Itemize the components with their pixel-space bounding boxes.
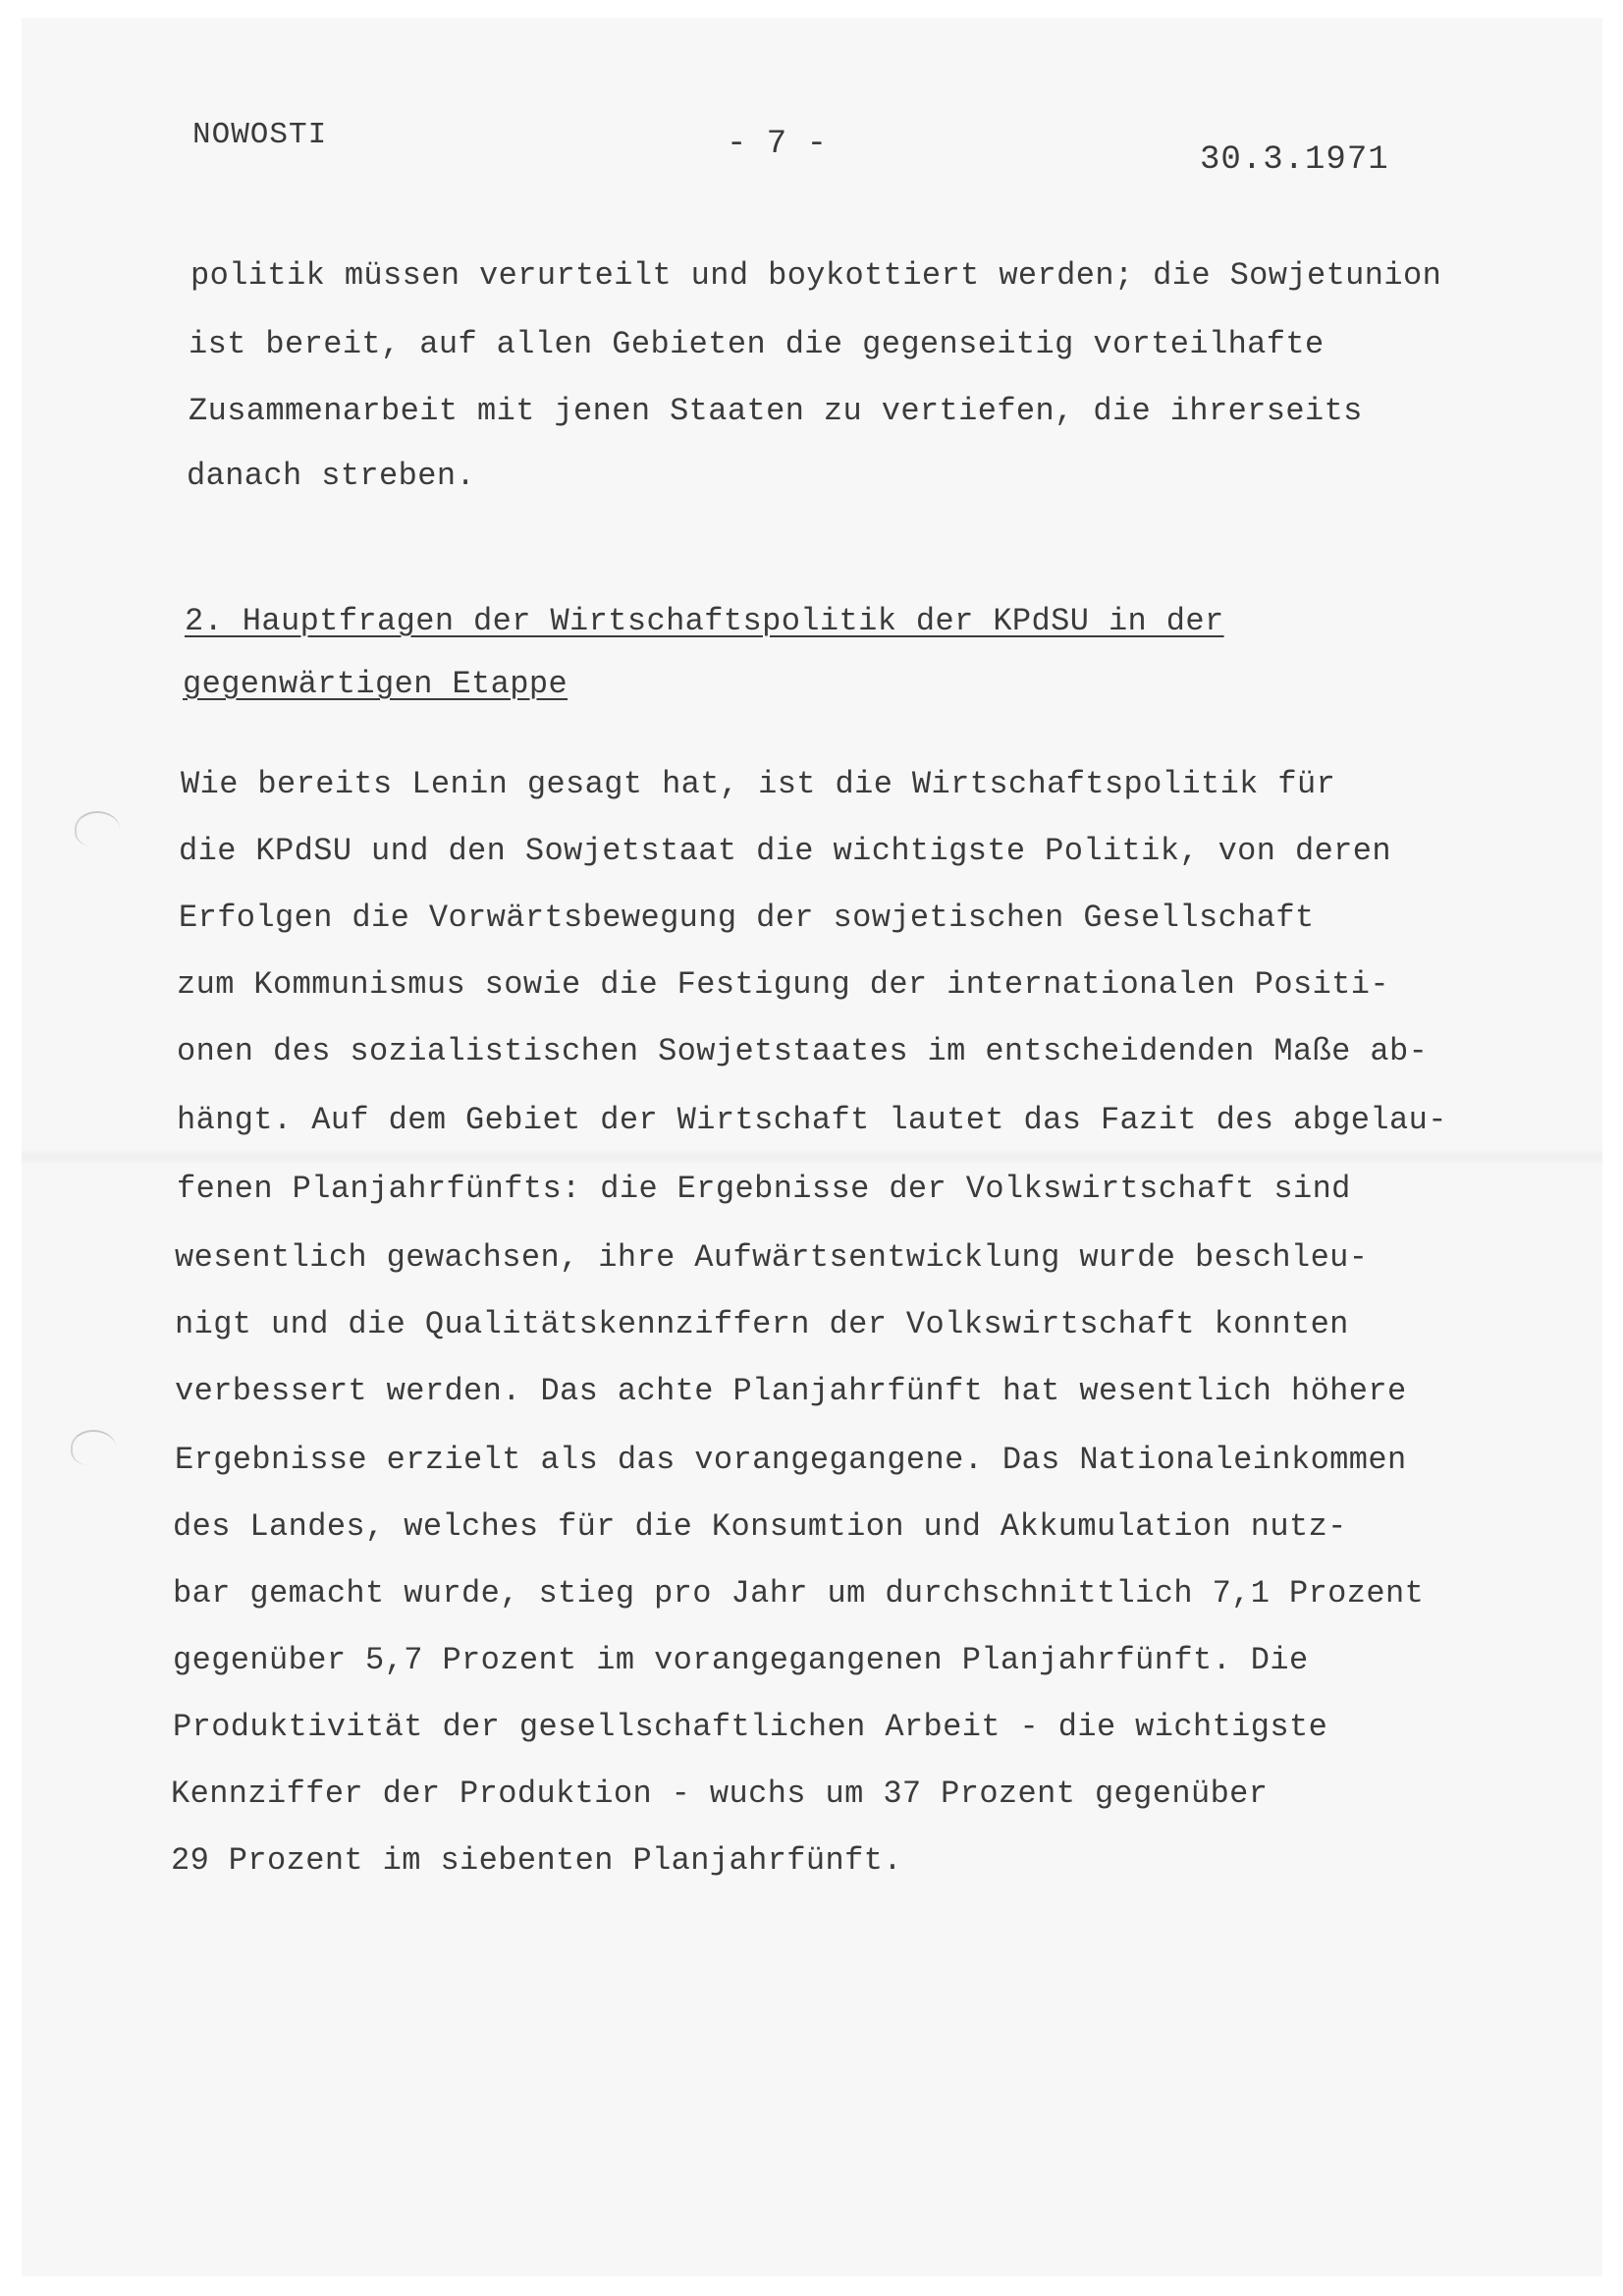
paragraph2-line-1: Wie bereits Lenin gesagt hat, ist die Wirtschaftspolitik für [181,766,1336,802]
paragraph1-line-3: Zusammenarbeit mit jenen Staaten zu vertiefen, die ihrerseits [189,393,1363,429]
paragraph2-line-10: verbessert werden. Das achte Planjahrfünft hat wesentlich höhere [175,1373,1407,1409]
header-date: 30.3.1971 [1200,141,1389,179]
paragraph2-line-6: hängt. Auf dem Gebiet der Wirtschaft lautet das Fazit des abgelau- [177,1102,1447,1138]
paragraph2-line-3: Erfolgen die Vorwärtsbewegung der sowjetischen Gesellschaft [179,900,1315,936]
section-heading-line-1: 2. Hauptfragen der Wirtschaftspolitik der KPdSU in der [185,603,1224,639]
punch-hole-mark-upper [75,811,120,847]
paragraph2-line-7: fenen Planjahrfünfts: die Ergebnisse der Volkswirtschaft sind [177,1171,1351,1207]
paragraph2-line-13: bar gemacht wurde, stieg pro Jahr um durchschnittlich 7,1 Prozent [173,1575,1425,1612]
paragraph1-line-2: ist bereit, auf allen Gebieten die gegenseitig vorteilhafte [189,326,1325,362]
paragraph2-line-16: Kennziffer der Produktion - wuchs um 37 Prozent gegenüber [171,1776,1269,1812]
header-agency: NOWOSTI [192,118,328,152]
paragraph2-line-14: gegenüber 5,7 Prozent im vorangegangenen Planjahrfünft. Die [173,1642,1309,1678]
paragraph2-line-2: die KPdSU und den Sowjetstaat die wichtigste Politik, von deren [179,833,1391,869]
paragraph1-line-1: politik müssen verurteilt und boykottiert werden; die Sowjetunion [190,257,1442,294]
paragraph2-line-8: wesentlich gewachsen, ihre Aufwärtsentwicklung wurde beschleu- [175,1239,1369,1276]
paragraph2-line-12: des Landes, welches für die Konsumtion und Akkumulation nutz- [173,1508,1347,1545]
paragraph2-line-15: Produktivität der gesellschaftlichen Arbeit - die wichtigste [173,1709,1328,1745]
paragraph2-line-4: zum Kommunismus sowie die Festigung der internationalen Positi- [177,966,1389,1003]
paragraph2-line-11: Ergebnisse erzielt als das vorangegangene. Das Nationaleinkommen [175,1442,1407,1478]
punch-hole-mark-lower [71,1430,116,1465]
paragraph2-line-9: nigt und die Qualitätskennziffern der Volkswirtschaft konnten [175,1306,1349,1342]
paragraph1-line-4: danach streben. [187,458,476,494]
header-page-number: - 7 - [727,126,828,163]
paragraph2-line-5: onen des sozialistischen Sowjetstaates im entscheidenden Maße ab- [177,1033,1429,1069]
section-heading-line-2: gegenwärtigen Etappe [183,666,568,702]
paper-fold-line [22,1149,1602,1165]
paragraph2-line-17: 29 Prozent im siebenten Planjahrfünft. [171,1842,902,1879]
